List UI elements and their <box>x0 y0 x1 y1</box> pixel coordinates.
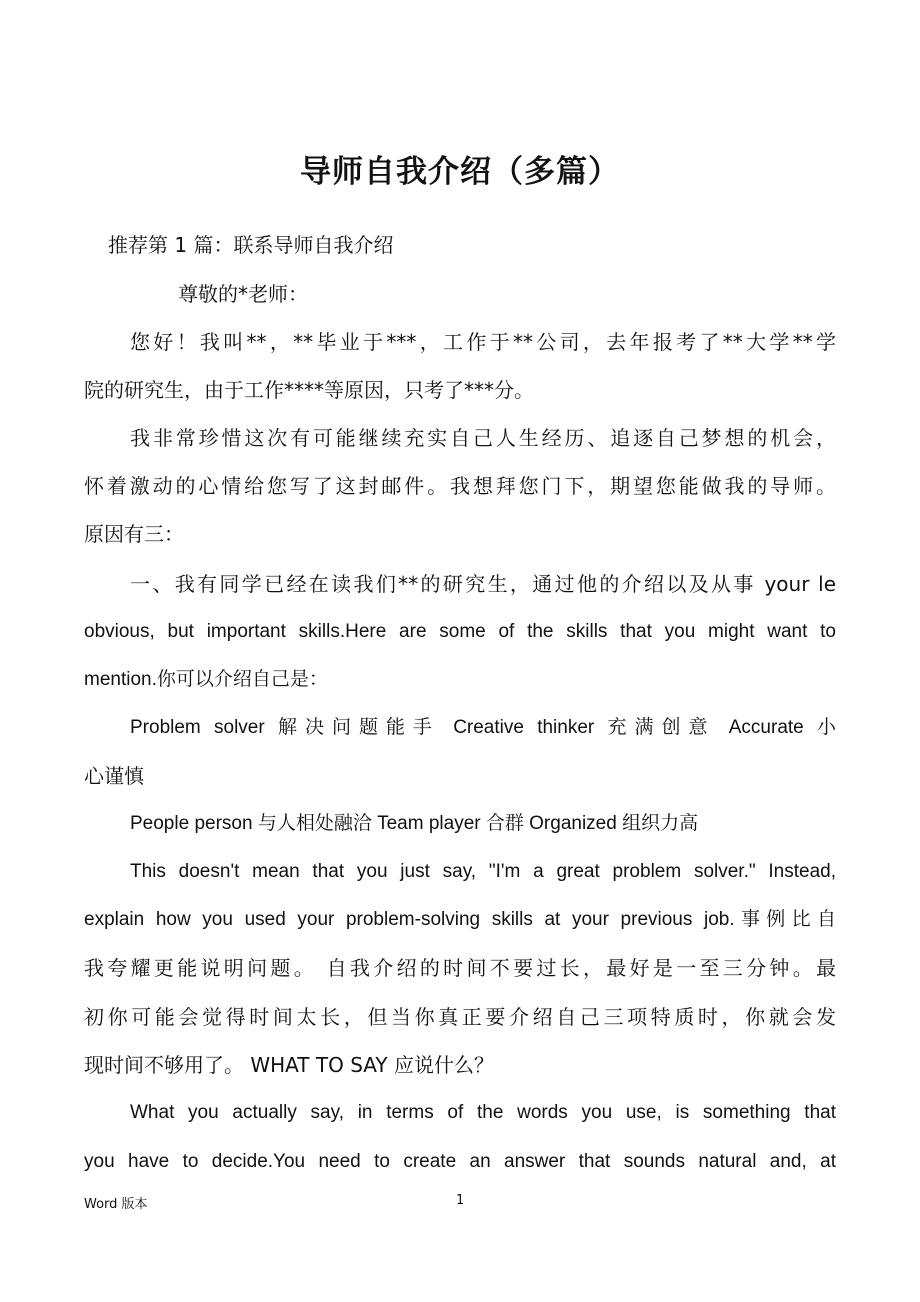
paragraph-line: This doesn't mean that you just say, "I'm a great problem solver." Instead, <box>130 861 836 882</box>
paragraph-line: obvious, but important skills.Here are some of the skills that you might want to <box>84 621 836 642</box>
section-heading: 推荐第 1 篇：联系导师自我介绍 <box>108 233 394 257</box>
paragraph-line: What you actually say, in terms of the words you use, is something that <box>130 1102 836 1123</box>
skills-line: Problem solver 解决问题能手 Creative thinker 充满创意 Accurate 小 <box>130 717 836 738</box>
paragraph-line: 院的研究生，由于工作****等原因，只考了***分。 <box>84 378 534 402</box>
skills-line: 心谨慎 <box>84 764 144 788</box>
footer-label: Word 版本 <box>84 1197 148 1212</box>
paragraph-line: 原因有三： <box>84 522 184 546</box>
paragraph-line: 我非常珍惜这次有可能继续充实自己人生经历、追逐自己梦想的机会， <box>130 426 836 450</box>
paragraph-line: explain how you used your problem-solving skills at your previous job.事例比自 <box>84 909 836 930</box>
paragraph-line: 怀着激动的心情给您写了这封邮件。我想拜您门下，期望您能做我的导师。 <box>84 474 836 498</box>
salutation: 尊敬的*老师： <box>178 282 308 306</box>
paragraph-line: you have to decide.You need to create an answer that sounds natural and, at <box>84 1151 836 1172</box>
page-number: 1 <box>456 1193 465 1208</box>
document-title: 导师自我介绍（多篇） <box>300 154 620 190</box>
paragraph-line: 现时间不够用了。 WHAT TO SAY 应说什么？ <box>84 1053 494 1077</box>
paragraph-line: 您好！我叫**，**毕业于***，工作于**公司，去年报考了**大学**学 <box>130 330 836 354</box>
paragraph-line: 我夸耀更能说明问题。 自我介绍的时间不要过长，最好是一至三分钟。最 <box>84 956 836 980</box>
paragraph-line: 一、我有同学已经在读我们**的研究生，通过他的介绍以及从事 your le <box>130 572 836 596</box>
paragraph-line: 初你可能会觉得时间太长，但当你真正要介绍自己三项特质时，你就会发 <box>84 1005 836 1029</box>
paragraph-line: mention.你可以介绍自己是： <box>84 669 328 690</box>
skills-line: People person 与人相处融洽 Team player 合群 Organized 组织力高 <box>130 813 699 834</box>
